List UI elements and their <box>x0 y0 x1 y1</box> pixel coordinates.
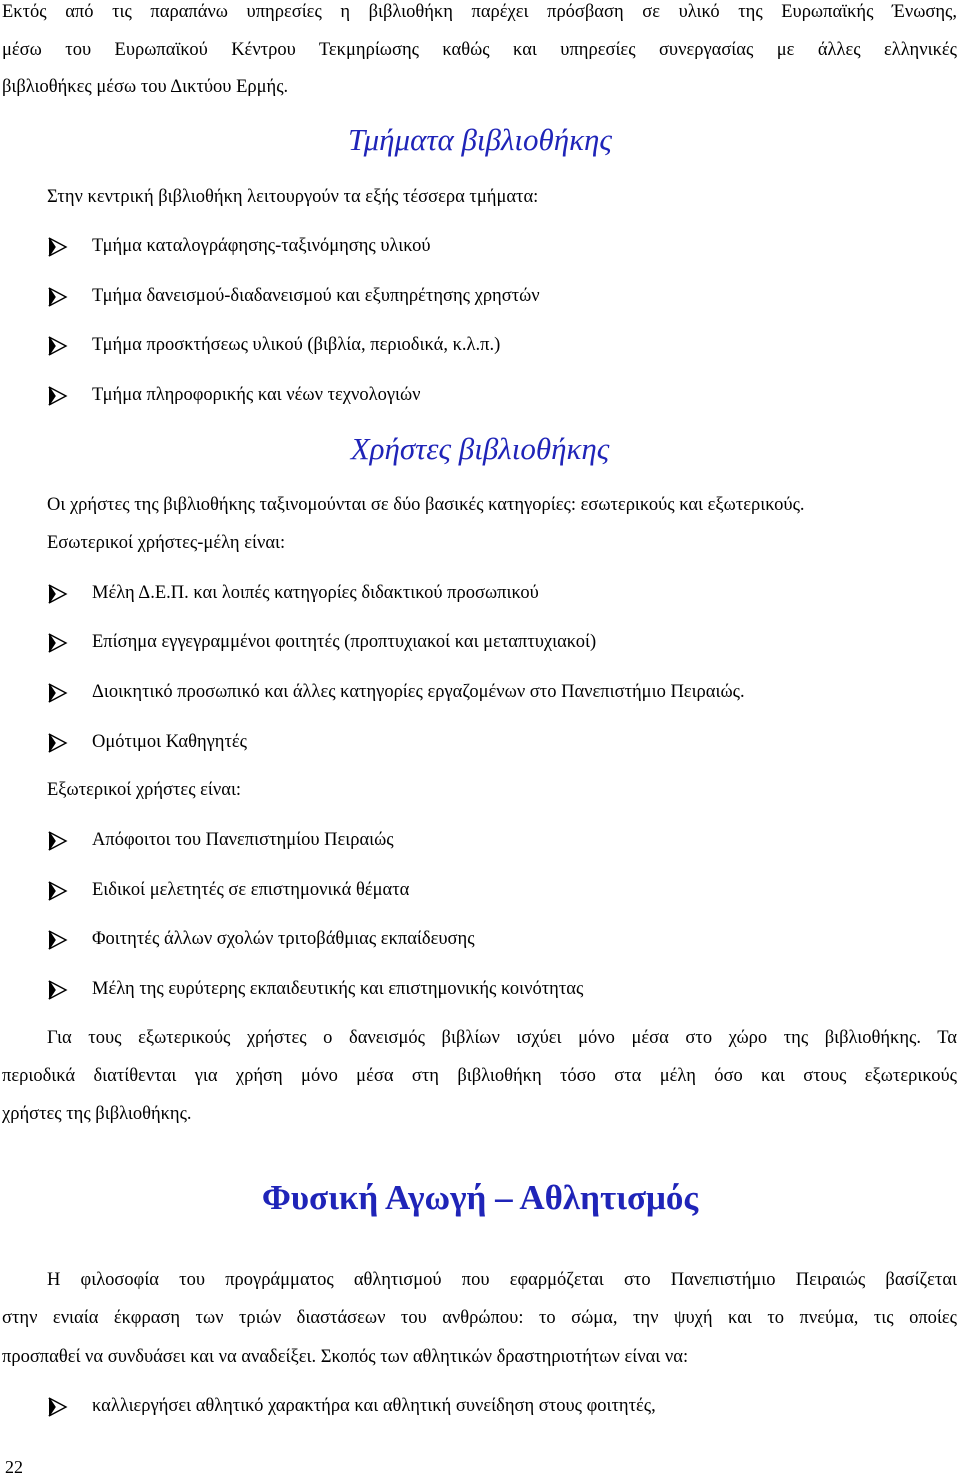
sports-text-line-2: στην ενιαία έκφραση των τριών διαστάσεων του ανθρώπου: το σώμα, την ψυχή και το πνεύμα, τις οποίες <box>2 1308 957 1328</box>
arrowhead-bullet-icon <box>47 236 69 258</box>
internal-user-label: Διοικητικό προσωπικό και άλλες κατηγορίες εργαζομένων στο Πανεπιστήμιο Πειραιώς. <box>92 682 745 702</box>
arrowhead-bullet-icon <box>47 830 69 852</box>
arrowhead-bullet-icon <box>47 286 69 308</box>
arrowhead-bullet-icon <box>47 632 69 654</box>
sports-goal-label: καλλιεργήσει αθλητικό χαρακτήρα και αθλητική συνείδηση στους φοιτητές, <box>92 1396 656 1416</box>
arrowhead-bullet-icon <box>47 385 69 407</box>
section-label: Τμήμα δανεισμού-διαδανεισμού και εξυπηρέτησης χρηστών <box>92 286 540 306</box>
external-user-label: Φοιτητές άλλων σχολών τριτοβάθμιας εκπαίδευσης <box>92 929 475 949</box>
section-label: Τμήμα καταλογράφησης-ταξινόμησης υλικού <box>92 236 431 256</box>
arrowhead-bullet-icon <box>47 583 69 605</box>
sections-intro: Στην κεντρική βιβλιοθήκη λειτουργούν τα εξής τέσσερα τμήματα: <box>47 187 539 207</box>
internal-user-label: Επίσημα εγγεγραμμένοι φοιτητές (προπτυχιακοί και μεταπτυχιακοί) <box>92 632 597 652</box>
external-user-label: Μέλη της ευρύτερης εκπαιδευτικής και επιστημονικής κοινότητας <box>92 979 584 999</box>
loan-note-line-3: χρήστες της βιβλιοθήκης. <box>2 1104 192 1124</box>
internal-users-label: Εσωτερικοί χρήστες-μέλη είναι: <box>47 533 286 553</box>
sections-heading: Τμήματα βιβλιοθήκης <box>348 122 612 157</box>
sports-text-line-3: προσπαθεί να συνδυάσει και να αναδείξει. Σκοπός των αθλητικών δραστηριοτήτων είναι να: <box>2 1347 689 1367</box>
intro-line-3: βιβλιοθήκες μέσω του Δικτύου Ερμής. <box>2 77 289 97</box>
sports-heading: Φυσική Αγωγή – Αθλητισμός <box>261 1178 699 1217</box>
section-label: Τμήμα προσκτήσεως υλικού (βιβλία, περιοδικά, κ.λ.π.) <box>92 335 501 355</box>
users-heading: Χρήστες βιβλιοθήκης <box>350 431 610 466</box>
external-user-label: Ειδικοί μελετητές σε επιστημονικά θέματα <box>92 880 410 900</box>
arrowhead-bullet-icon <box>47 979 69 1001</box>
arrowhead-bullet-icon <box>47 929 69 951</box>
intro-line-1: Εκτός από τις παραπάνω υπηρεσίες η βιβλιοθήκη παρέχει πρόσβαση σε υλικό της Ευρωπαϊκής Ένωσης, <box>2 2 957 22</box>
arrowhead-bullet-icon <box>47 880 69 902</box>
arrowhead-bullet-icon <box>47 732 69 754</box>
arrowhead-bullet-icon <box>47 682 69 704</box>
sports-text-line-1: Η φιλοσοφία του προγράμματος αθλητισμού που εφαρμόζεται στο Πανεπιστήμιο Πειραιώς βασίζεται <box>47 1270 957 1290</box>
page-number: 22 <box>5 1457 23 1477</box>
internal-user-label: Μέλη Δ.Ε.Π. και λοιπές κατηγορίες διδακτικού προσωπικού <box>92 583 539 603</box>
users-intro: Οι χρήστες της βιβλιοθήκης ταξινομούνται σε δύο βασικές κατηγορίες: εσωτερικούς και εξωτερικούς. <box>47 495 805 515</box>
arrowhead-bullet-icon <box>47 1396 69 1418</box>
loan-note-line-1: Για τους εξωτερικούς χρήστες ο δανεισμός βιβλίων ισχύει μόνο μέσα στο χώρο της βιβλιοθήκης. Τα <box>47 1028 957 1048</box>
loan-note-line-2: περιοδικά διατίθενται για χρήση μόνο μέσα στη βιβλιοθήκη τόσο στα μέλη όσο και στους εξωτερικούς <box>2 1066 957 1086</box>
arrowhead-bullet-icon <box>47 335 69 357</box>
intro-line-2: μέσω του Ευρωπαϊκού Κέντρου Τεκμηρίωσης καθώς και υπηρεσίες συνεργασίας με άλλες ελληνικές <box>2 40 957 60</box>
external-users-label: Εξωτερικοί χρήστες είναι: <box>47 780 242 800</box>
external-user-label: Απόφοιτοι του Πανεπιστημίου Πειραιώς <box>92 830 394 850</box>
internal-user-label: Ομότιμοι Καθηγητές <box>92 732 247 752</box>
section-label: Τμήμα πληροφορικής και νέων τεχνολογιών <box>92 385 421 405</box>
